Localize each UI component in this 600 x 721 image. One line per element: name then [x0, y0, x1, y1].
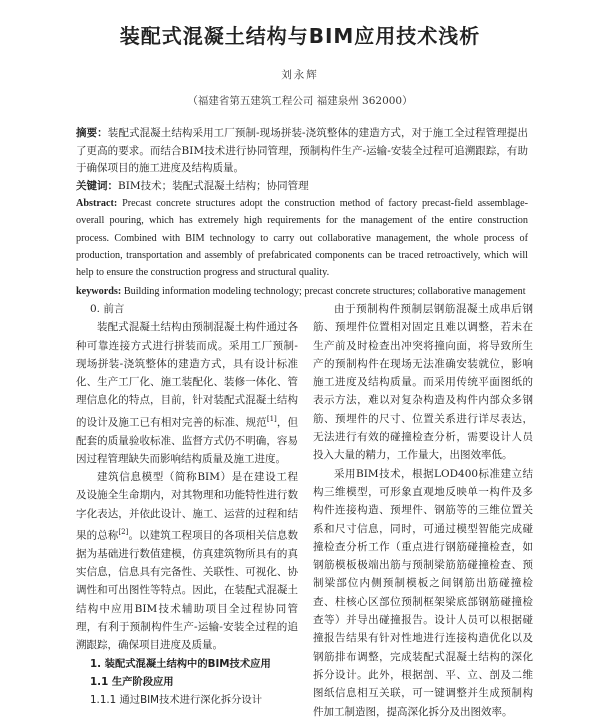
keywords-en-label: keywords: — [76, 286, 122, 297]
paper-title: 装配式混凝土结构与BIM应用技术浅析 — [119, 24, 481, 48]
abstract-en-text: Precast concrete structures adopt the construction method of factory precast-field assemblage-overall pouring, which has extremely high requirements for the management of the entire construction process. Combined with BIM technology to carry out collaborative management, the whole process of production, transportation and assembly of prefabricated components can be traced retroactively, which will help to ensure the construction progress and structural quality. — [76, 198, 528, 279]
paragraph-text: 建筑信息模型（简称BIM）是在建设工程及设施全生命期内，对其物理和功能特性进行数字化表达，并依此设计、施工、运营的过程和结果的总称 — [76, 471, 298, 542]
citation-ref: [2] — [118, 528, 129, 537]
author-name: 刘永辉 — [281, 69, 319, 81]
abstract-cn-text: 装配式混凝土结构采用工厂预制-现场拼装-浇筑整体的建造方式，对于施工全过程管理提出了更高的要求。而结合BIM技术进行协同管理，预制构件生产-运输-安装全过程可追溯跟踪，有助于确保项目的施工进度及结构质量。 — [76, 127, 528, 174]
keywords-chinese — [76, 178, 528, 195]
keywords-cn-label: 关键词： — [76, 180, 118, 192]
abstract-chinese — [76, 125, 528, 178]
keywords-cn-text: BIM技术；装配式混凝土结构；协同管理 — [118, 180, 309, 192]
author-affiliation: （福建省第五建筑工程公司 福建泉州 362000） — [187, 95, 413, 107]
paragraph-text: 装配式混凝土结构由预制混凝土构件通过各种可靠连接方式进行拼装而成。采用工厂预制-现场拼装-浇筑整体的建造方式，具有设计标准化、生产工厂化、施工装配化、装修一体化、管理信息化的特点，目前，针对装配式混凝土结构的设计及施工已有相对完善的标准、规范 — [76, 321, 298, 429]
abstract-cn-label: 摘要： — [76, 127, 108, 139]
subsection-heading: 1.1 生产阶段应用 — [90, 675, 174, 688]
section-heading: 1. 装配式混凝土结构中的BIM技术应用 — [90, 657, 271, 670]
body-paragraph — [76, 468, 298, 654]
abstract-english — [76, 195, 528, 281]
preface-heading: 0. 前言 — [90, 303, 125, 315]
keywords-english — [76, 283, 546, 300]
body-column-left — [76, 300, 298, 710]
citation-ref: [1] — [266, 414, 277, 423]
keywords-en-text: Building information modeling technology; precast concrete structures; collaborative management — [123, 286, 526, 297]
body-column-right — [313, 300, 533, 721]
paragraph-text: 。以建筑工程项目的各项相关信息数据为基础进行数值建模，仿真建筑物所具有的真实信息，信息具有完备性、关联性、可视化、协调性和可出图性等特点。因此，在装配式混凝土结构中应用BIM技术辅助项目全过程协同管理，有利于预制构件生产-运输-安装全过程的追溯跟踪，确保项目进度及质量。 — [76, 529, 299, 652]
subsubsection-heading: 1.1.1 通过BIM技术进行深化拆分设计 — [90, 694, 263, 707]
abstract-en-label: Abstract: — [76, 198, 118, 209]
body-paragraph: 采用BIM技术，根据LOD400标准建立结构三维模型，可形象直观地反映单一构件及多构件连接构造、预埋件、钢筋等的三维位置关系和尺寸信息，同时，可通过模型智能完成碰撞检查分析工作（重点进行钢筋碰撞检查，如钢筋模板极端出筋与预制梁筋筋碰撞检查、预制梁部位内侧预制模板之间钢筋出筋碰撞检查、柱核心区部位预制框架梁底部钢筋碰撞检查等）并导出碰撞报告。设计人员可以根据碰撞报告结果有针对性地进行连接构造优化以及钢筋排布调整，完成装配式混凝土结构的深化拆分设计。此外，根据剖、平、立、剖及二维图纸信息相互关联，可一键调整并生成预制构件加工制造图，提高深化拆分及出图效率。 — [313, 467, 533, 718]
paragraph-text: ，但配套的质量验收标准、监督方式仍不明确，容易因过程管理缺失而影响结构质量及施工进度。 — [76, 416, 299, 465]
body-paragraph: 由于预制构件预制层钢筋混凝土成串后钢筋、预埋件位置相对固定且难以调整，若未在生产前及时检查出冲突将撞向面，将导致所生产的预制构件在现场无法准确安装就位，影响施工进度及结构质量。而采用传统平面图纸的表示方法，难以对复杂构造及构件内部众多钢筋、预埋件的尺寸、位置关系进行详尽表达，无法进行有效的碰撞检查分析，需要设计人员投入大量的精力，工作量大，出图效率低。 — [313, 303, 533, 462]
body-paragraph — [76, 318, 298, 468]
